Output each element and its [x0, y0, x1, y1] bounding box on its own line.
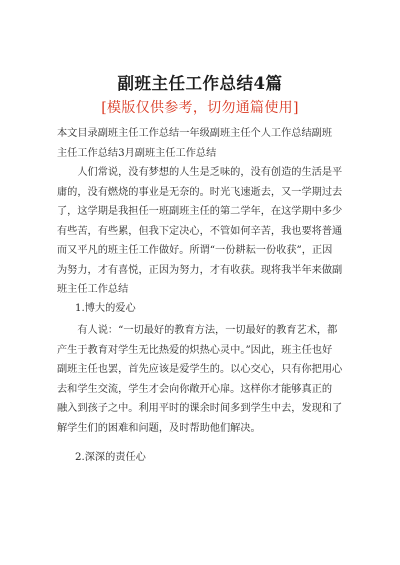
- intro-paragraph: [57, 163, 353, 300]
- section1-paragraph: [57, 321, 353, 438]
- section-heading-2: 2.深深的责任心: [75, 452, 146, 463]
- section-heading-1: 1.博大的爱心: [75, 303, 136, 314]
- paragraph-line: 有些苦，有些累，但我下定决心，不管如何辛苦，我也要将普通: [57, 225, 343, 237]
- paragraph-line: 解学生们的困难和问题，及时帮助他们解决。: [57, 422, 261, 434]
- toc-line: 主任工作总结3月副班主任工作总结: [57, 147, 217, 159]
- document-subtitle: [模版仅供参考，切勿通篇使用]: [101, 100, 299, 116]
- paragraph-line: 去和学生交流，学生才会向你敞开心扉。这样你才能够真正的: [57, 383, 333, 395]
- paragraph-line: 副班主任也罢，首先应该是爱学生的。以心交心，只有你把用心: [57, 364, 343, 375]
- paragraph-line: 有人说：“一切最好的教育方法，一切最好的教育艺术，都: [57, 325, 338, 336]
- toc-line: 本文目录副班主任工作总结一年级副班主任个人工作总结副班: [57, 128, 333, 139]
- paragraph-line: 为努力，才有喜悦，正因为努力，才有收获。现将我半年来做副: [57, 264, 343, 276]
- paragraph-line: 而又平凡的班主任工作做好。所谓“一份耕耘一份收获”，正因: [57, 245, 333, 256]
- paragraph-line: 人们常说，没有梦想的人生是乏味的，没有创造的生活是平: [57, 167, 343, 178]
- paragraph-line: 班主任工作总结: [57, 284, 129, 295]
- paragraph-line: 了，这学期是我担任一班副班主任的第二学年，在这学期中多少: [57, 206, 343, 217]
- paragraph-line: 融入到孩子之中。利用平时的课余时间多到学生中去，发现和了: [57, 403, 343, 414]
- paragraph-line: 产生于教育对学生无比热爱的炽热心灵中。”因此，班主任也好: [57, 344, 333, 356]
- table-of-contents: [57, 124, 353, 163]
- document-title: 副班主任工作总结4篇: [117, 74, 283, 93]
- paragraph-line: 庸的，没有燃烧的事业是无奈的。时光飞速逝去，又一学期过去: [57, 186, 343, 198]
